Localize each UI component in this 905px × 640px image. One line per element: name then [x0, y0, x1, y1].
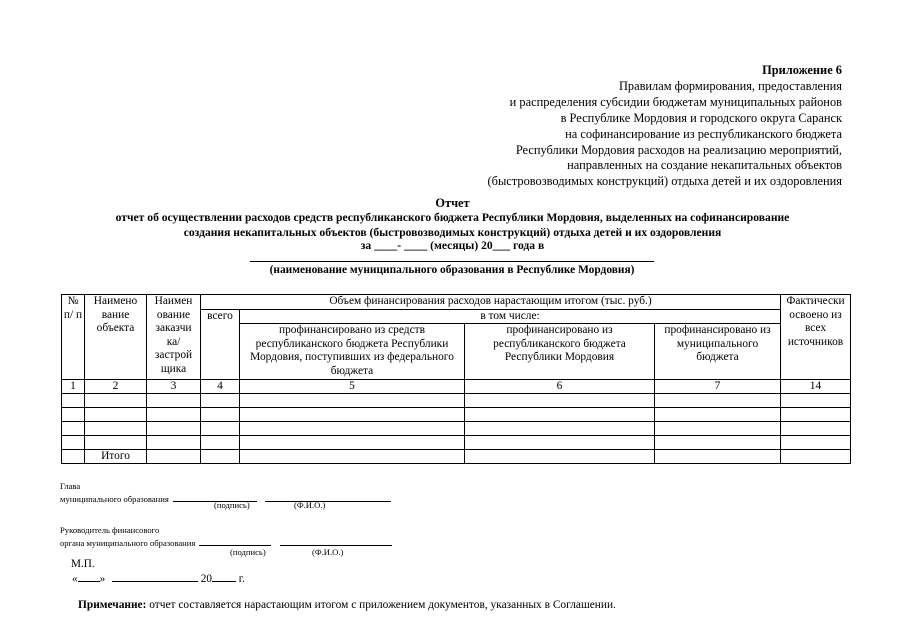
total-label: Итого [85, 449, 147, 464]
col-header-object: Наимено вание объекта [85, 295, 147, 380]
date-year-blank [212, 572, 236, 582]
municipality-underline [250, 261, 654, 262]
head-sign-label: (подпись) [214, 500, 250, 510]
col-header-republic: профинансировано из республиканского бюджета Республики Мордовия [465, 324, 655, 379]
col-header-actual: Фактически освоено из всех источников [781, 295, 851, 380]
column-numbers-row [62, 379, 851, 393]
head-name-label: (Ф.И.О.) [294, 500, 326, 510]
table-row [62, 435, 851, 449]
footnote-label: Примечание: [78, 599, 147, 611]
finance-head-title-line: Руководитель финансового [60, 525, 160, 535]
table-row [62, 393, 851, 407]
table-row [62, 421, 851, 435]
col-header-num: № п/ п [62, 295, 85, 380]
appendix-block [488, 63, 842, 190]
appendix-heading: Приложение 6 [762, 63, 842, 77]
appendix-line: Правилам формирования, предоставления [618, 78, 842, 93]
column-number: 14 [781, 379, 851, 393]
date-month-blank [112, 572, 198, 582]
col-header-total: всего [201, 309, 240, 379]
municipality-caption: (наименование муниципального образования в Республике Мордовия) [269, 264, 635, 276]
report-title: Отчет [435, 196, 470, 210]
column-number: 3 [147, 379, 201, 393]
col-header-customer: Наимен ование заказчи ка/ застрой щика [147, 295, 201, 380]
report-subtitle-line: отчет об осуществлении расходов средств республиканского бюджета Республики Мордовия, выделенных на софинансирование [115, 211, 790, 224]
column-number: 6 [465, 379, 655, 393]
finance-head-title [60, 525, 392, 549]
report-table [61, 294, 851, 464]
report-subtitle [0, 211, 905, 240]
footnote [78, 599, 616, 611]
col-header-federal: профинансировано из средств республиканского бюджета Республики Мордовия, поступивших из федерального бюджета [240, 324, 465, 379]
finance-head-title-line: органа муниципального образования [60, 536, 392, 549]
date-line: « » 20 г. [72, 573, 245, 585]
column-number: 2 [85, 379, 147, 393]
col-header-including: в том числе: [240, 309, 781, 324]
table-row [62, 407, 851, 421]
column-number: 1 [62, 379, 85, 393]
col-header-municipal: профинансировано из муниципального бюджета [655, 324, 781, 379]
stamp-place-label: М.П. [71, 558, 95, 570]
appendix-line: на софинансирование из республиканского бюджета [565, 126, 842, 141]
head-title-line: Глава [60, 481, 81, 491]
finance-sign-label: (подпись) [230, 547, 266, 557]
col-header-volume: Объем финансирования расходов нарастающим итогом (тыс. руб.) [201, 295, 781, 310]
report-subtitle-line: создания некапитальных объектов (быстровозводимых конструкций) отдыха детей и их оздоровления [183, 225, 722, 239]
head-title-line: муниципального образования [60, 492, 391, 505]
appendix-line: (быстровозводимых конструкций) отдыха детей и их оздоровления [487, 174, 842, 189]
report-period: за ____- ____ (месяцы) 20___ года в [360, 239, 545, 252]
date-day-blank [78, 572, 100, 582]
finance-name-line [280, 536, 392, 546]
footnote-text: отчет составляется нарастающим итогом с приложением документов, указанных в Соглашении. [146, 599, 616, 611]
column-number: 5 [240, 379, 465, 393]
appendix-line: в Республике Мордовия и городского округа Саранск [560, 110, 842, 125]
total-row [62, 449, 851, 464]
column-number: 7 [655, 379, 781, 393]
appendix-line: направленных на создание некапитальных объектов [567, 158, 842, 173]
appendix-line: Республики Мордовия расходов на реализацию мероприятий, [515, 142, 842, 157]
finance-name-label: (Ф.И.О.) [312, 547, 344, 557]
head-name-line [265, 492, 391, 502]
column-number: 4 [201, 379, 240, 393]
finance-signature-line [199, 536, 271, 546]
appendix-line: и распределения субсидии бюджетам муниципальных районов [509, 94, 842, 109]
